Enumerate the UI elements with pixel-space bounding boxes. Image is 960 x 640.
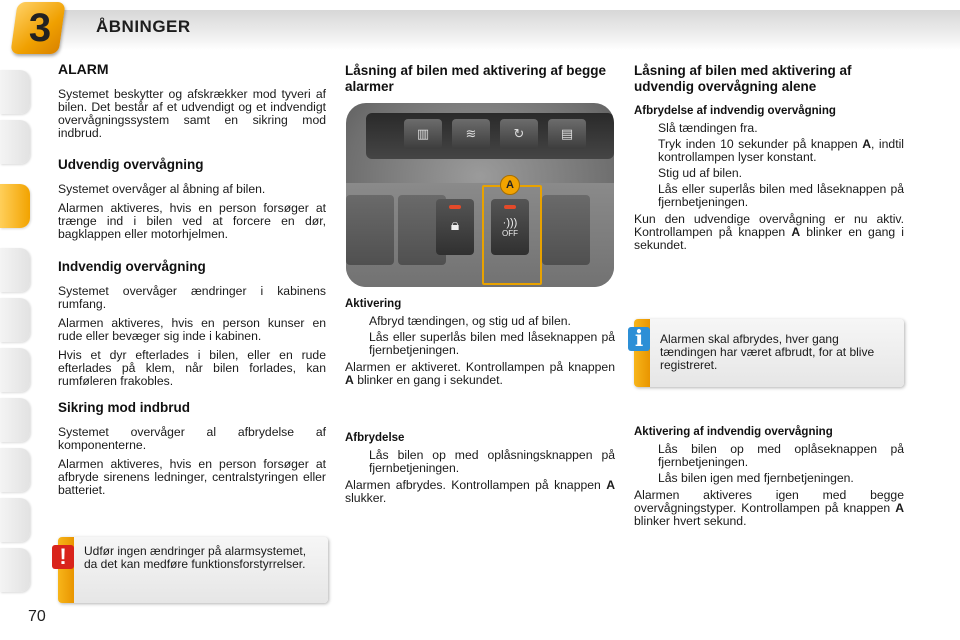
section-title-sabotage: Sikring mod indbrud: [58, 400, 190, 415]
info-text: Alarmen skal afbrydes, hver gang tændingen har været afbrudt, for at blive registreret.: [660, 332, 875, 372]
activation-section: [345, 298, 615, 393]
side-tab[interactable]: [0, 398, 30, 442]
warning-box: [58, 537, 328, 603]
list-item: Tryk inden 10 sekunder på knappen A, indtil kontrollampen lyser konstant.: [658, 137, 904, 164]
section-title-interior: Indvendig overvågning: [58, 259, 206, 274]
exterior-text-2: Alarmen aktiveres, hvis en person forsøger at trænge ind i bilen ved at forcere en dør, bagklappen eller motorhjelmen.: [58, 201, 326, 241]
deactivation-interior-result: Kun den udvendige overvågning er nu aktiv. Kontrollampen på knappen A blinker en gang i sekundet.: [634, 212, 904, 252]
side-tab[interactable]: [0, 448, 30, 492]
right-title: Låsning af bilen med aktivering af udvendig overvågning alene: [634, 63, 852, 94]
reactivation-section: [634, 426, 904, 534]
blank-switch: [542, 195, 590, 265]
section-title-alarm: ALARM: [58, 61, 109, 77]
activation-result: Alarmen er aktiveret. Kontrollampen på knappen A blinker en gang i sekundet.: [345, 360, 615, 387]
warning-text: Udfør ingen ændringer på alarmsystemet, da det kan medføre funktionsforstyrrelser.: [84, 544, 307, 571]
rear-defrost-button: ▥: [404, 119, 442, 149]
chapter-title: ÅBNINGER: [96, 17, 191, 36]
section-title-exterior: Udvendig overvågning: [58, 157, 204, 172]
side-tab-active[interactable]: [0, 184, 30, 228]
info-icon: i: [628, 327, 650, 351]
deactivation-section: [345, 432, 615, 511]
list-item: Stig ud af bilen.: [658, 166, 743, 180]
front-defrost-button: ▤: [548, 119, 586, 149]
middle-column: [345, 63, 615, 95]
hazard-button: ≋: [452, 119, 490, 149]
activation-title: Aktivering: [345, 298, 402, 310]
deactivation-result: Alarmen afbrydes. Kontrollampen på knappen A slukker.: [345, 478, 615, 505]
side-tab[interactable]: [0, 298, 30, 342]
sabotage-text-2: Alarmen aktiveres, hvis en person forsøger at afbryde sirenens ledninger, centralstyringen eller batteriet.: [58, 457, 326, 497]
side-tab[interactable]: [0, 120, 30, 164]
list-item: Lås eller superlås bilen med låseknappen på fjernbetjeningen.: [369, 330, 615, 357]
middle-title: Låsning af bilen med aktivering af begge alarmer: [345, 63, 607, 94]
page-number: 70: [28, 608, 46, 625]
sabotage-text-1: Systemet overvåger al afbrydelse af komponenterne.: [58, 425, 326, 452]
chapter-number: 3: [28, 6, 52, 50]
interior-text-2: Alarmen aktiveres, hvis en person kunser en rude eller bevæger sig inde i kabinen.: [58, 316, 326, 343]
list-item: Lås bilen igen med fjernbetjeningen.: [658, 471, 854, 485]
list-item: Lås eller superlås bilen med låseknappen på fjernbetjeningen.: [658, 182, 904, 209]
alarm-text: Systemet beskytter og afskrækker mod tyveri af bilen. Det består af et udvendigt og et indvendigt overvågningssystem samt en sikring mod indbrud.: [58, 87, 326, 140]
lock-led: [449, 205, 461, 209]
reactivation-result: Alarmen aktiveres igen med begge overvågningstyper. Kontrollampen på knappen A blinker hvert sekund.: [634, 488, 904, 528]
interior-text-3: Hvis et dyr efterlades i bilen, eller en rude efterlades på klem, når bilen forlades, kan rumføleren frakobles.: [58, 348, 326, 388]
deactivation-title: Afbrydelse: [345, 432, 405, 444]
left-column: [58, 63, 326, 503]
off-label: OFF: [502, 229, 518, 238]
blank-switch: [346, 195, 394, 265]
recirculation-button: ↻: [500, 119, 538, 149]
button-a-label: A: [500, 175, 520, 195]
list-item: Afbryd tændingen, og stig ud af bilen.: [369, 314, 571, 328]
lower-switch-panel: [346, 183, 614, 287]
deactivation-interior-title: Afbrydelse af indvendig overvågning: [634, 105, 836, 117]
dashboard-photo: [346, 103, 614, 287]
side-tab[interactable]: [0, 70, 30, 114]
list-item: Lås bilen op med oplåseknappen på fjernbetjeningen.: [658, 442, 904, 469]
side-tab[interactable]: [0, 498, 30, 542]
side-tab[interactable]: [0, 348, 30, 392]
list-item: Slå tændingen fra.: [658, 121, 758, 135]
button-a-highlight: [482, 185, 542, 285]
upper-switch-panel: [366, 113, 614, 159]
sensor-waves-icon: ·))): [502, 217, 518, 229]
padlock-icon: 🔒︎: [450, 217, 460, 234]
right-column: [634, 63, 904, 258]
central-lock-button: [436, 199, 474, 255]
list-item: Lås bilen op med oplåsningsknappen på fjernbetjeningen.: [369, 448, 615, 475]
reactivation-title: Aktivering af indvendig overvågning: [634, 426, 833, 438]
interior-text-1: Systemet overvåger ændringer i kabinens rumfang.: [58, 284, 326, 311]
exclamation-icon: !: [52, 545, 74, 569]
info-box: [634, 319, 904, 387]
side-tab[interactable]: [0, 248, 30, 292]
exterior-text-1: Systemet overvåger al åbning af bilen.: [58, 182, 266, 196]
side-tab[interactable]: [0, 548, 30, 592]
